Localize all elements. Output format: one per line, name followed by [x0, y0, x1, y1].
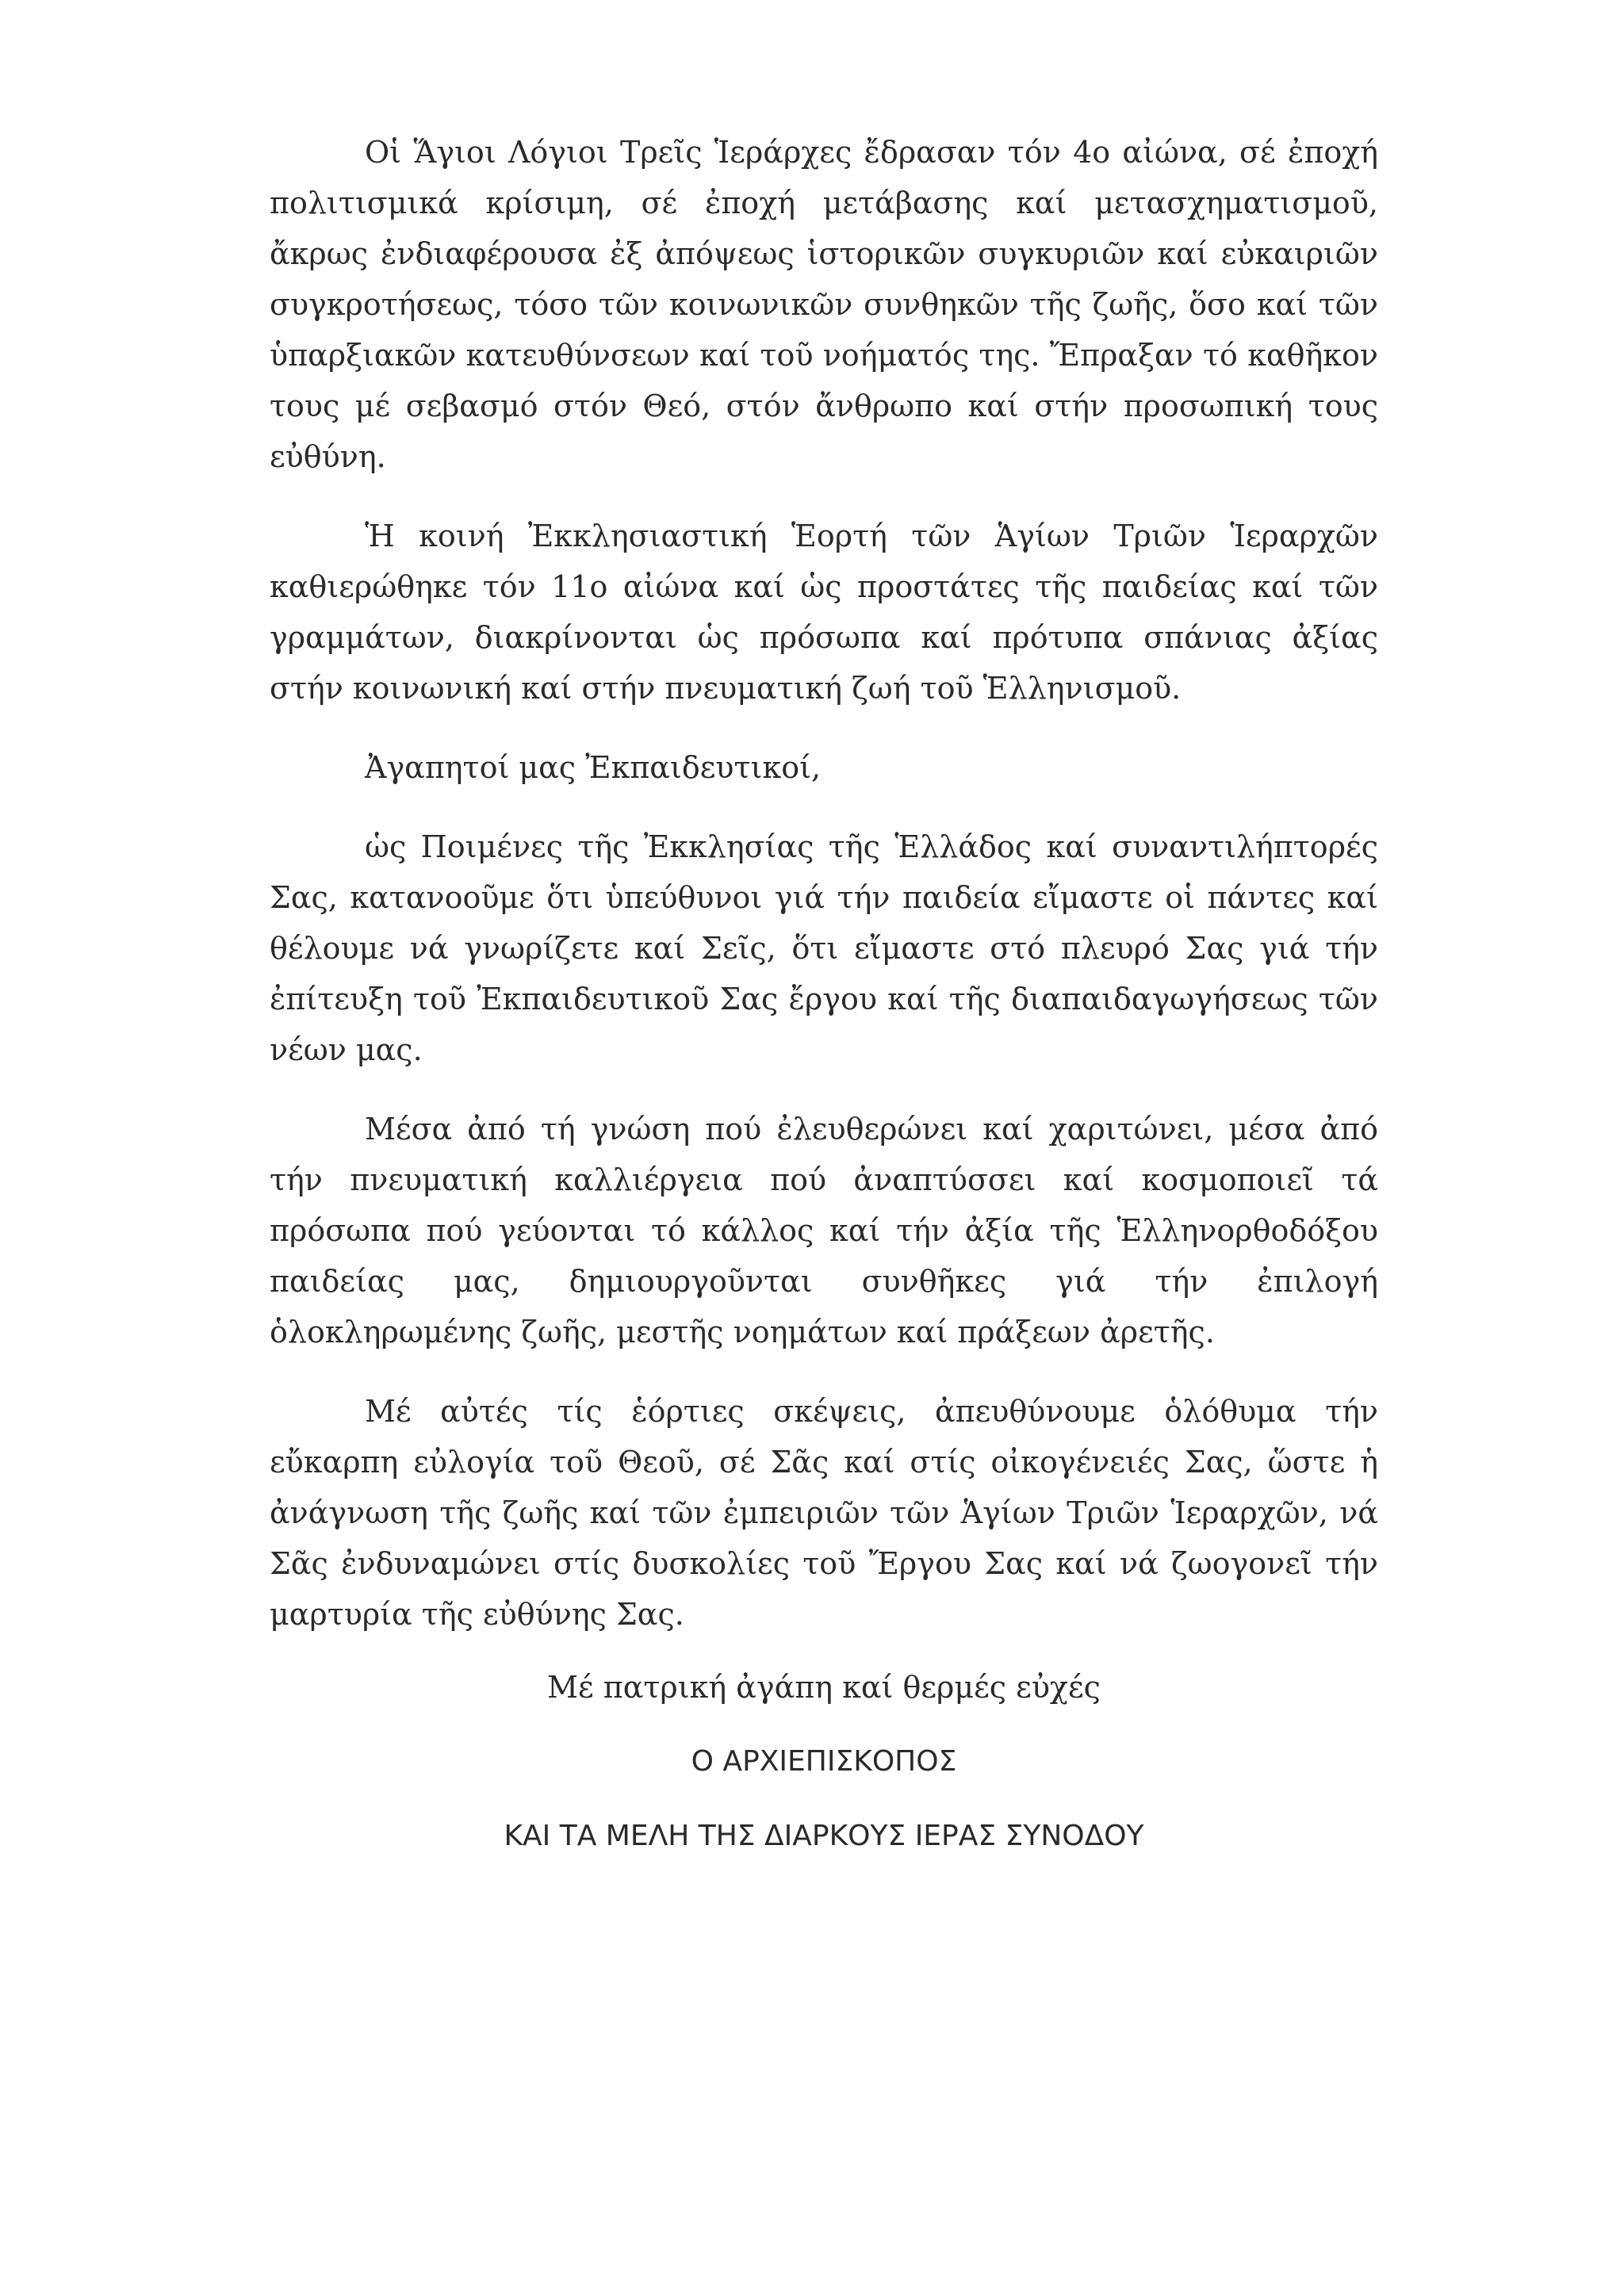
- letter-body: [270, 127, 1378, 1668]
- paragraph-knowledge-cultivation: Μέσα ἀπό τή γνώση πού ἐλευθερώνει καί χαριτώνει, μέσα ἀπό τήν πνευματική καλλιέργεια πού ἀναπτύσσει καί κοσμοποιεῖ τά πρόσωπα πού γεύονται τό κάλλος καί τήν ἀξία τῆς Ἑλληνορθοδόξου παιδείας μας, δημιουργοῦνται συνθῆκες γιά τήν ἐπιλογή ὁλοκληρωμένης ζωῆς, μεστῆς νοημάτων καί πράξεων ἀρετῆς.: [270, 1112, 1378, 1349]
- signature-block: [270, 1662, 1378, 1885]
- paragraph-shepherds-support: ὡς Ποιμένες τῆς Ἐκκλησίας τῆς Ἑλλάδος καί συναντιλήπτορές Σας, κατανοοῦμε ὅτι ὑπεύθυνοι γιά τήν παιδεία εἴμαστε οἱ πάντες καί θέλουμε νά γνωρίζετε καί Σεῖς, ὅτι εἴμαστε στό πλευρό Σας γιά τήν ἐπίτευξη τοῦ Ἐκπαιδευτικοῦ Σας ἔργου καί τῆς διαπαιδαγωγήσεως τῶν νέων μας.: [270, 829, 1378, 1067]
- paragraph-three-hierarchs-intro: Οἱ Ἅγιοι Λόγιοι Τρεῖς Ἱεράρχες ἔδρασαν τόν 4ο αἰώνα, σέ ἐποχή πολιτισμικά κρίσιμη, σέ ἐποχή μετάβασης καί μετασχηματισμοῦ, ἄκρως ἐνδιαφέρουσα ἐξ ἀπόψεως ἱστορικῶν συγκυριῶν καί εὐκαιριῶν συγκροτήσεως, τόσο τῶν κοινωνικῶν συνθηκῶν τῆς ζωῆς, ὅσο καί τῶν ὑπαρξιακῶν κατευθύνσεων καί τοῦ νοήματός της. Ἔπραξαν τό καθῆκον τους μέ σεβασμό στόν Θεό, στόν ἄνθρωπο καί στήν προσωπική τους εὐθύνη.: [270, 135, 1378, 474]
- paragraph-feast-history: Ἡ κοινή Ἐκκλησιαστική Ἑορτή τῶν Ἁγίων Τριῶν Ἱεραρχῶν καθιερώθηκε τόν 11ο αἰώνα καί ὡς προστάτες τῆς παιδείας καί τῶν γραμμάτων, διακρίνονται ὡς πρόσωπα καί πρότυπα σπάνιας ἀξίας στήν κοινωνική καί στήν πνευματική ζωή τοῦ Ἑλληνισμοῦ.: [270, 519, 1378, 706]
- signatory-title: Ο ΑΡΧΙΕΠΙΣΚΟΠΟΣ: [691, 1745, 957, 1778]
- closing-line: Μέ πατρική ἀγάπη καί θερμές εὐχές: [547, 1670, 1101, 1705]
- signatory-members: ΚΑΙ ΤΑ ΜΕΛΗ ΤΗΣ ΔΙΑΡΚΟΥΣ ΙΕΡΑΣ ΣΥΝΟΔΟΥ: [504, 1820, 1144, 1852]
- salutation: Ἀγαπητοί μας Ἐκπαιδευτικοί,: [365, 750, 822, 785]
- paragraph-blessing: Μέ αὐτές τίς ἑόρτιες σκέψεις, ἀπευθύνουμε ὁλόθυμα τήν εὔκαρπη εὐλογία τοῦ Θεοῦ, σέ Σᾶς καί στίς οἰκογένειές Σας, ὥστε ἡ ἀνάγνωση τῆς ζωῆς καί τῶν ἐμπειριῶν τῶν Ἁγίων Τριῶν Ἱεραρχῶν, νά Σᾶς ἐνδυναμώνει στίς δυσκολίες τοῦ Ἔργου Σας καί νά ζωογονεῖ τήν μαρτυρία τῆς εὐθύνης Σας.: [270, 1394, 1378, 1632]
